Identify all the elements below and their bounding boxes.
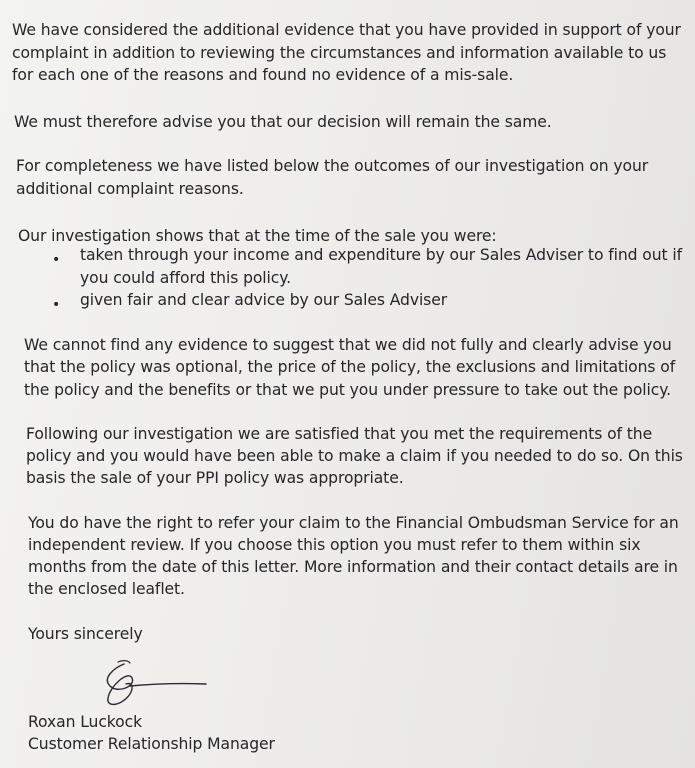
signature-flourish xyxy=(118,661,130,663)
paragraph-1-line-2: complaint in addition to reviewing the circumstances and information available to us xyxy=(12,44,667,62)
paragraph-6-line-3: months from the date of this letter. More information and their contact details are in xyxy=(28,558,678,576)
paragraph-5-line-1: Following our investigation we are satisfied that you met the requirements of the xyxy=(26,425,653,443)
paragraph-4-line-1: We cannot find any evidence to suggest that we did not fully and clearly advise you xyxy=(24,336,672,354)
bullet-2-line-1: given fair and clear advice by our Sales Adviser xyxy=(80,291,448,309)
paragraph-1-line-1: We have considered the additional evidence that you have provided in support of your xyxy=(12,21,681,39)
signature-icon xyxy=(96,656,216,716)
paragraph-6-line-2: independent review. If you choose this option you must refer to them within six xyxy=(28,536,641,554)
paragraph-5-line-3: basis the sale of your PPI policy was appropriate. xyxy=(26,469,404,487)
paragraph-3-line-1: For completeness we have listed below the outcomes of our investigation on your xyxy=(16,157,649,175)
paragraph-4-line-3: the policy and the benefits or that we put you under pressure to take out the policy. xyxy=(24,381,671,399)
paragraph-6-line-4: the enclosed leaflet. xyxy=(28,580,185,598)
bullet-marker-2: • xyxy=(52,297,61,313)
paragraph-6-line-1: You do have the right to refer your claim to the Financial Ombudsman Service for an xyxy=(28,514,679,532)
bullet-1-line-1: taken through your income and expenditure by our Sales Adviser to find out if xyxy=(80,246,683,264)
signature-stroke xyxy=(107,664,206,704)
bullet-1-line-2: you could afford this policy. xyxy=(80,269,292,287)
signatory-name: Roxan Luckock xyxy=(28,713,143,731)
bullet-marker-1: • xyxy=(52,252,61,268)
paragraph-2-line-1: We must therefore advise you that our decision will remain the same. xyxy=(14,113,552,131)
paragraph-3-line-2: additional complaint reasons. xyxy=(16,180,244,198)
signatory-title: Customer Relationship Manager xyxy=(28,735,275,753)
closing-salutation: Yours sincerely xyxy=(28,625,143,643)
paragraph-5-line-2: policy and you would have been able to make a claim if you needed to do so. On this xyxy=(26,447,683,465)
paragraph-4-line-2: that the policy was optional, the price of the policy, the exclusions and limitations of xyxy=(24,358,676,376)
paragraph-1-line-3: for each one of the reasons and found no evidence of a mis-sale. xyxy=(12,66,514,84)
investigation-intro: Our investigation shows that at the time of the sale you were: xyxy=(18,227,497,245)
